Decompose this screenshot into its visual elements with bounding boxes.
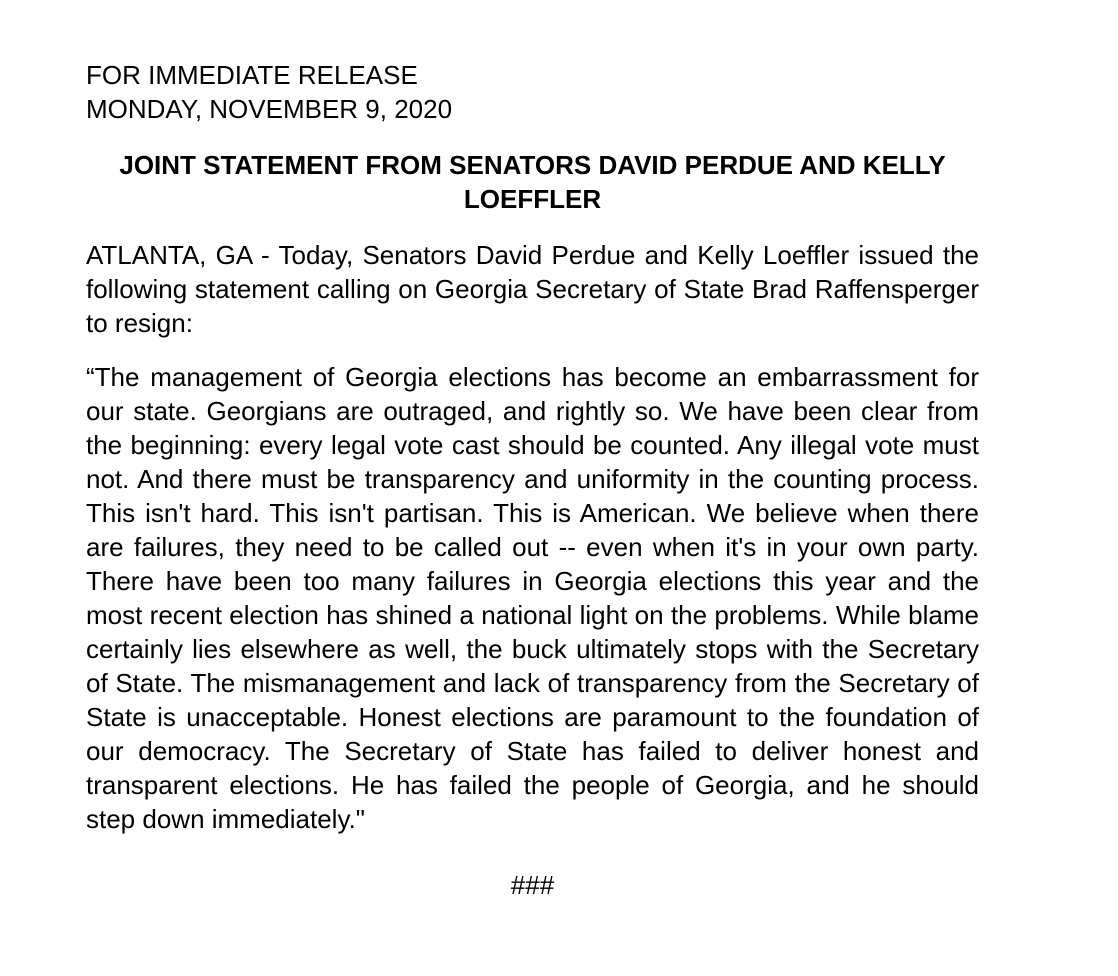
- release-notice: FOR IMMEDIATE RELEASE: [86, 60, 418, 90]
- quote-paragraph: “The management of Georgia elections has become an embarrassment for our state. Georgians are outraged, and rightly so. We have been clear from the beginning: every legal vote cast should be counted. Any illegal vote must not. And there must be transparency and uniformity in the counting process. This isn't hard. This isn't partisan. This is American. We believe when there are failures, they need to be called out -- even when it's in your own party. There have been too many failures in Georgia elections this year and the most recent election has shined a national light on the problems. While blame certainly lies elsewhere as well, the buck ultimately stops with the Secretary of State. The mismanagement and lack of transparency from the Secretary of State is unacceptable. Honest elections are paramount to the foundation of our democracy. The Secretary of State has failed to deliver honest and transparent elections. He has failed the people of Georgia, and he should step down immediately.": [86, 362, 979, 834]
- press-release: [86, 58, 979, 902]
- intro-paragraph: ATLANTA, GA - Today, Senators David Perdue and Kelly Loeffler issued the following statement calling on Georgia Secretary of State Brad Raffensperger to resign:: [86, 240, 979, 338]
- end-mark: ###: [510, 870, 555, 900]
- statement-title: JOINT STATEMENT FROM SENATORS DAVID PERDUE AND KELLY LOEFFLER: [119, 150, 946, 214]
- release-date: MONDAY, NOVEMBER 9, 2020: [86, 94, 453, 124]
